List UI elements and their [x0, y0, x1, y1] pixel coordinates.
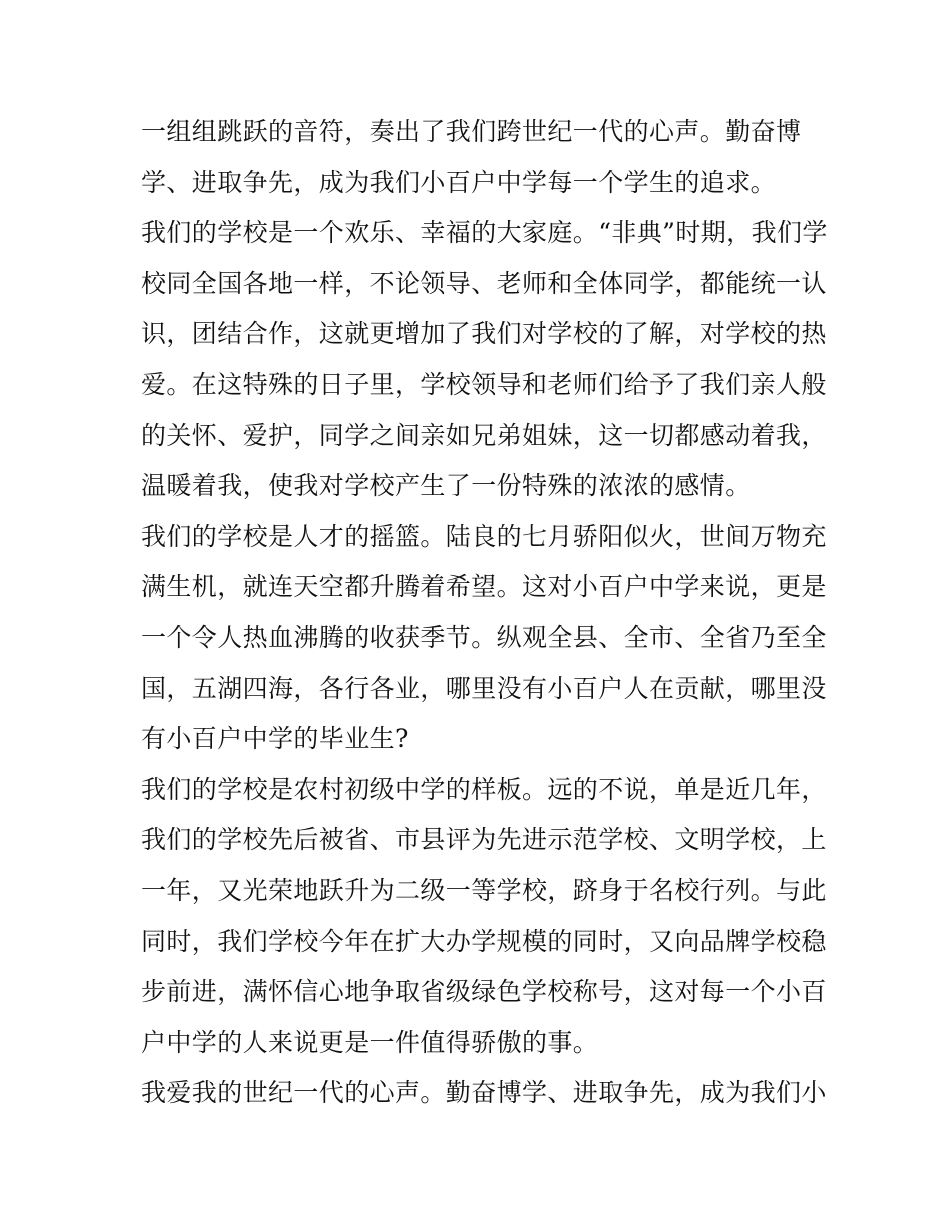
text-line: 户中学的人来说更是一件值得骄傲的事。 [141, 1027, 599, 1057]
body-text [141, 107, 828, 1119]
text-line: 我们的学校是一个欢乐、幸福的大家庭。“非典”时期，我们学 [141, 218, 828, 248]
text-line: 步前进，满怀信心地争取省级绿色学校称号，这对每一个小百 [141, 977, 827, 1007]
text-line: 同时，我们学校今年在扩大办学规模的同时，又向品牌学校稳 [141, 926, 827, 956]
text-line: 我们的学校是农村初级中学的样板。远的不说，单是近几年， [141, 774, 827, 804]
text-line: 识，团结合作，这就更增加了我们对学校的了解，对学校的热 [141, 319, 827, 349]
text-line: 满生机，就连天空都升腾着希望。这对小百户中学来说，更是 [141, 572, 827, 602]
text-line: 一年，又光荣地跃升为二级一等学校，跻身于名校行列。与此 [141, 875, 827, 905]
text-line: 我们的学校是人才的摇篮。陆良的七月骄阳似火，世间万物充 [141, 521, 827, 551]
text-line: 有小百户中学的毕业生? [141, 724, 409, 754]
text-line: 一个令人热血沸腾的收获季节。纵观全县、全市、全省乃至全 [141, 622, 827, 652]
text-line: 国，五湖四海，各行各业，哪里没有小百户人在贡献，哪里没 [141, 673, 827, 703]
text-line: 爱。在这特殊的日子里，学校领导和老师们给予了我们亲人般 [141, 369, 827, 399]
text-line: 我爱我的世纪一代的心声。勤奋博学、进取争先，成为我们小 [141, 1078, 827, 1108]
text-line: 学、进取争先，成为我们小百户中学每一个学生的追求。 [141, 167, 777, 197]
text-line: 一组组跳跃的音符，奏出了我们跨世纪一代的心声。勤奋博 [141, 117, 802, 146]
text-line: 我们的学校先后被省、市县评为先进示范学校、文明学校，上 [141, 825, 827, 855]
text-line: 温暖着我，使我对学校产生了一份特殊的浓浓的感情。 [141, 471, 751, 501]
text-line: 校同全国各地一样，不论领导、老师和全体同学，都能统一认 [141, 268, 827, 298]
text-line: 的关怀、爱护，同学之间亲如兄弟姐妹，这一切都感动着我， [141, 420, 827, 450]
